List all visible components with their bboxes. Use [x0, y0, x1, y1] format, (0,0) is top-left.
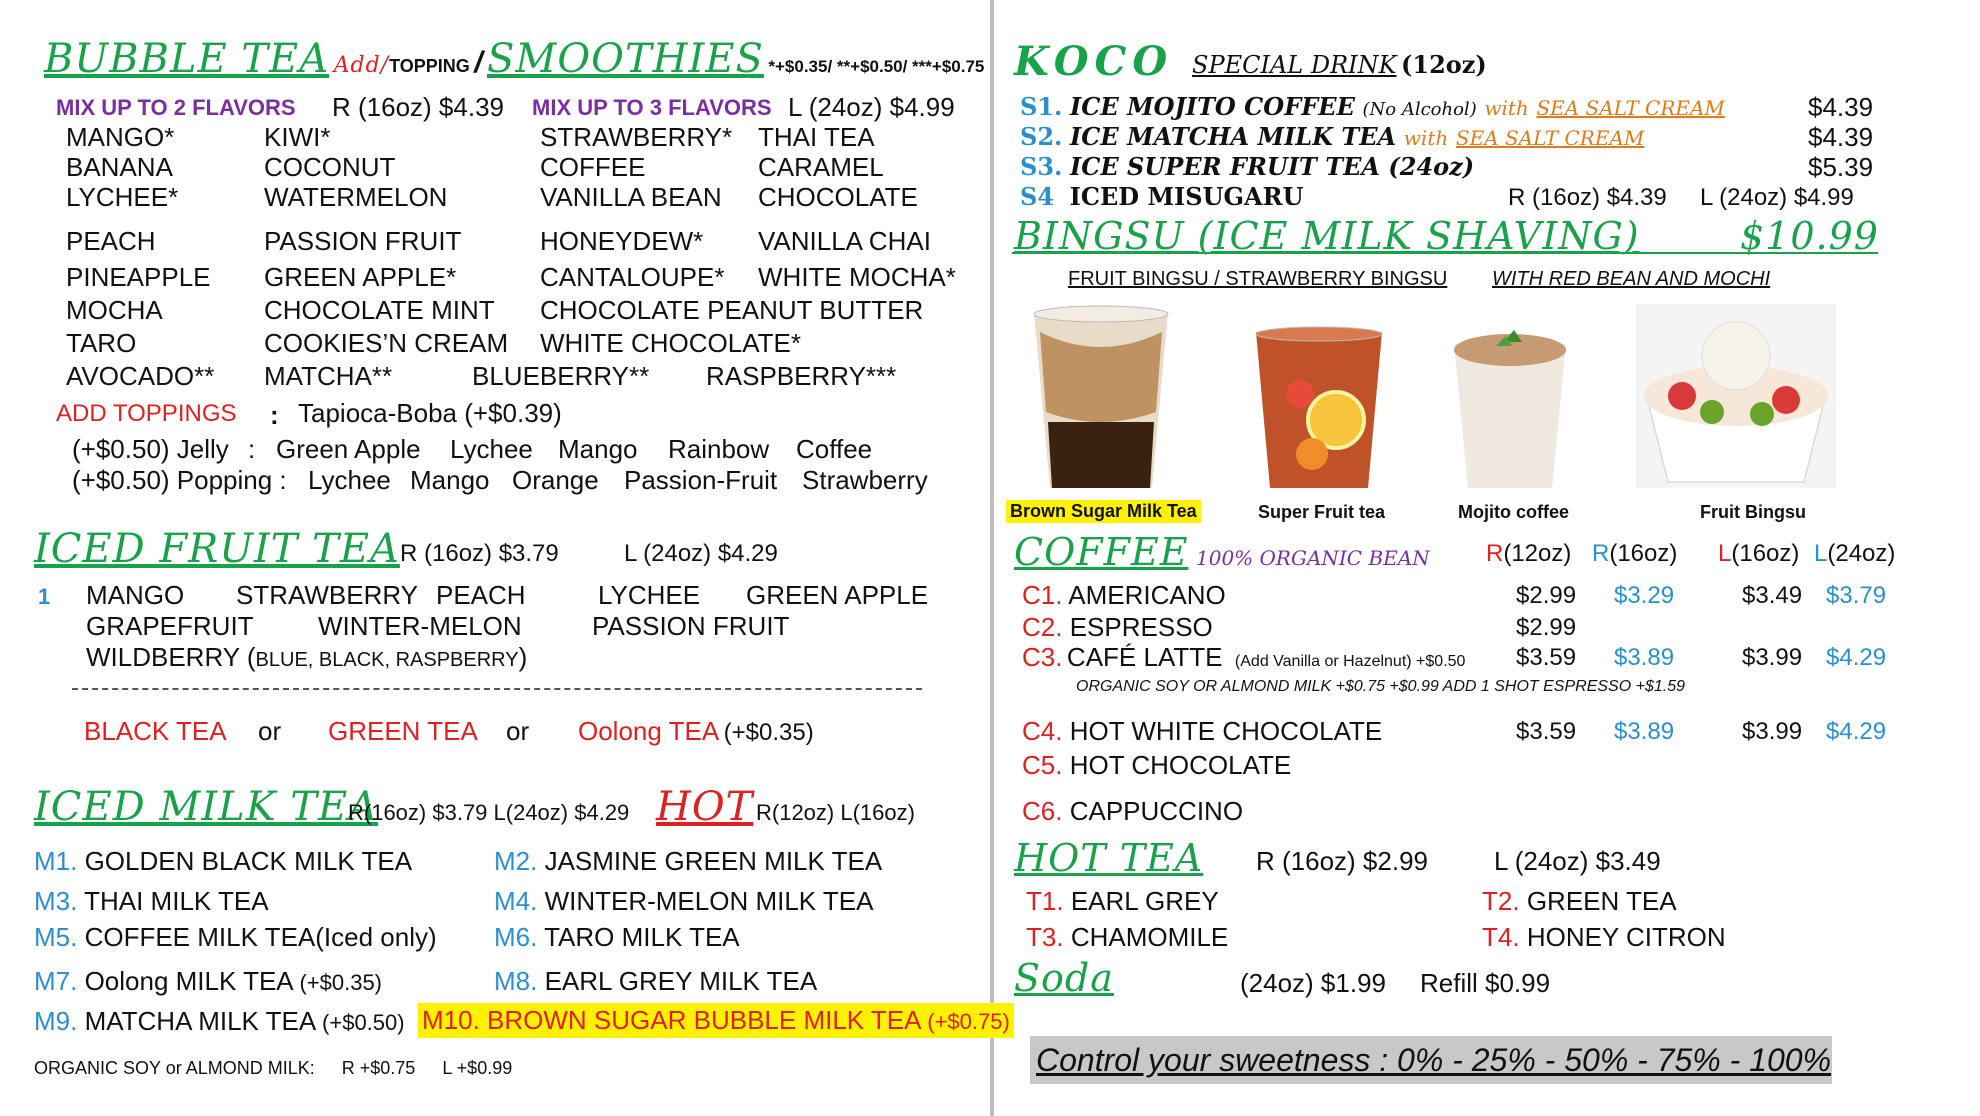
jelly-label: (+$0.50) Jelly [72, 434, 229, 464]
item-name: CHAMOMILE [1070, 922, 1229, 952]
item-code: S1. [1020, 92, 1063, 121]
add-label: Add/ [333, 53, 390, 78]
milk-tea-item [34, 886, 269, 917]
item-code: M5. [34, 922, 78, 952]
coffee-price: $3.59 [1516, 718, 1577, 745]
special-drink-label: SPECIAL DRINK [1192, 51, 1397, 79]
iced-fruit-tea-title: ICED FRUIT TEA [34, 526, 400, 572]
fruit-flavor: WINTER-MELON [318, 611, 522, 641]
wildberry-close: ) [518, 642, 528, 672]
milk-tea-item [34, 966, 382, 997]
flavor: PINEAPPLE [66, 262, 211, 292]
special-item [1020, 92, 1725, 121]
soda-title: Soda [1014, 956, 1114, 1000]
flavor: MOCHA [66, 295, 163, 325]
surcharge-legend: *+$0.35/ **+$0.50/ ***+$0.75 [768, 57, 985, 76]
flavor: GREEN APPLE* [264, 262, 457, 292]
wildberry-item [86, 642, 527, 673]
topping-label: TOPPING [389, 56, 470, 76]
mix-3-label: MIX UP TO 3 FLAVORS [532, 95, 772, 120]
misugaru-regular-price: R (16oz) $4.39 [1508, 184, 1667, 211]
bingsu-addons: WITH RED BEAN AND MOCHI [1492, 268, 1771, 290]
bingsu-underline [1012, 252, 1878, 254]
title-slash: / [474, 46, 483, 79]
special-item [1020, 122, 1644, 151]
hot-tea-large-price: L (24oz) $3.49 [1494, 846, 1661, 876]
wildberry-name: WILDBERRY ( [86, 642, 256, 672]
item-with: with [1484, 96, 1529, 120]
jelly-item: Lychee [450, 434, 533, 464]
jelly-item: Mango [558, 434, 638, 464]
coffee-size-header [1486, 540, 1571, 568]
flavor: COFFEE [540, 152, 646, 182]
dashed-separator [72, 688, 922, 690]
item-code: C5. [1022, 750, 1063, 780]
or-label: or [258, 716, 282, 746]
flavor: CHOCOLATE [758, 182, 918, 212]
item-name: GOLDEN BLACK MILK TEA [84, 846, 413, 876]
milk-tea-item [34, 1006, 405, 1037]
fruit-flavor: STRAWBERRY [236, 580, 419, 610]
flavor: BLUEBERRY** [472, 361, 650, 391]
organic-milk-note [34, 1058, 512, 1079]
iced-milk-tea-title: ICED MILK TEA [34, 784, 379, 830]
item-name: HOT CHOCOLATE [1069, 750, 1292, 780]
koco-title: KOCO [1014, 38, 1174, 85]
hot-tea-regular-price: R (16oz) $2.99 [1256, 846, 1428, 876]
size-letter: L [1814, 540, 1828, 567]
item-code: M3. [34, 886, 78, 916]
toppings-colon: : [270, 400, 279, 430]
coffee-item [1022, 580, 1226, 611]
fruit-flavor: MANGO [86, 580, 185, 610]
milk-tea-item [34, 922, 437, 953]
hot-milk-tea-title: HOT [656, 784, 754, 830]
popping-item: Mango [410, 465, 490, 495]
size-oz: (16oz) [1731, 540, 1800, 567]
bubble-tea-title: BUBBLE TEA [44, 36, 330, 82]
organic-milk-label: ORGANIC SOY or ALMOND MILK: [34, 1058, 315, 1078]
size-oz: (12oz) [1503, 540, 1572, 567]
milk-tea-item-featured [418, 1003, 1014, 1038]
flavor: MATCHA** [264, 361, 393, 391]
item-code: S2. [1020, 122, 1063, 151]
item-code: M9. [34, 1006, 78, 1036]
coffee-price: $4.29 [1826, 644, 1887, 671]
item-name: ICE MOJITO COFFEE [1070, 92, 1355, 121]
bingsu-price: $10.99 [1740, 214, 1879, 258]
hot-tea-item [1026, 922, 1228, 953]
coffee-price: $3.79 [1826, 582, 1887, 609]
item-code: M1. [34, 846, 78, 876]
fruit-flavor: PASSION FRUIT [592, 611, 790, 641]
hot-tea-item [1482, 886, 1677, 917]
brown-sugar-milk-tea-photo [1030, 302, 1172, 492]
item-code: M10. [422, 1005, 480, 1035]
flavor: TARO [66, 328, 137, 358]
item-name: HOT WHITE CHOCOLATE [1069, 716, 1383, 746]
soda-refill: Refill $0.99 [1420, 968, 1551, 998]
item-code: C2. [1022, 612, 1063, 642]
organic-bean-label: 100% ORGANIC BEAN [1196, 546, 1430, 570]
coffee-item [1022, 716, 1382, 747]
item-code: C6. [1022, 796, 1063, 826]
jelly-item: Rainbow [668, 434, 770, 464]
coffee-price: $4.29 [1826, 718, 1887, 745]
item-name: JASMINE GREEN MILK TEA [544, 846, 883, 876]
item-name: ICE SUPER FRUIT TEA (24oz) [1070, 152, 1475, 181]
flavor: VANILLA BEAN [540, 182, 722, 212]
coffee-item [1022, 796, 1243, 827]
coffee-price: $3.99 [1742, 718, 1803, 745]
fruit-tea-large-price: L (24oz) $4.29 [624, 540, 778, 567]
flavor: WHITE CHOCOLATE* [540, 328, 801, 358]
photo-caption: Super Fruit tea [1258, 502, 1386, 522]
milk-tea-item [494, 922, 740, 953]
smoothies-title: SMOOTHIES [487, 36, 764, 82]
flavor: KIWI* [264, 122, 331, 152]
item-code: T1. [1026, 886, 1064, 916]
item-code: M8. [494, 966, 538, 996]
flavor: MANGO* [66, 122, 175, 152]
coffee-price: $3.89 [1614, 644, 1675, 671]
item-name: ICED MISUGARU [1069, 182, 1304, 211]
item-name: CAFÉ LATTE [1066, 642, 1223, 672]
coffee-item [1022, 612, 1213, 643]
flavor: CHOCOLATE PEANUT BUTTER [540, 295, 924, 325]
item-surcharge: (+$0.50) [322, 1010, 405, 1035]
bubble-large-price: L (24oz) $4.99 [788, 92, 955, 122]
photo-caption: Mojito coffee [1458, 502, 1569, 522]
item-code: C4. [1022, 716, 1063, 746]
jelly-item: Green Apple [276, 434, 421, 464]
special-price: $4.39 [1808, 122, 1874, 152]
tapioca-topping: Tapioca-Boba (+$0.39) [298, 398, 562, 428]
flavor: AVOCADO** [66, 361, 215, 391]
hot-tea-item [1026, 886, 1219, 917]
hot-milk-tea-prices: R(12oz) L(16oz) [756, 800, 915, 825]
item-surcharge: (+$0.35) [299, 970, 383, 995]
flavor: WHITE MOCHA* [758, 262, 956, 292]
coffee-item [1022, 642, 1465, 673]
size-oz: (24oz) [1827, 540, 1896, 567]
fruit-flavor: LYCHEE [598, 580, 701, 610]
flavor: WATERMELON [264, 182, 448, 212]
mix-2-label: MIX UP TO 2 FLAVORS [56, 95, 296, 120]
flavor: HONEYDEW* [540, 226, 704, 256]
center-divider [990, 0, 994, 1116]
bingsu-title: BINGSU (ICE MILK SHAVING) [1014, 214, 1640, 258]
item-name: EARL GREY MILK TEA [544, 966, 818, 996]
item-name: Oolong MILK TEA [84, 966, 293, 996]
green-tea-base: GREEN TEA [328, 716, 478, 746]
sweetness-text: Control your sweetness : 0% - 25% - 50% - 75% - 100% [1036, 1042, 1832, 1078]
add-toppings-label: ADD TOPPINGS [56, 400, 237, 427]
flavor: CANTALOUPE* [540, 262, 725, 292]
size-letter: R [1486, 540, 1504, 567]
popping-item: Lychee [308, 465, 391, 495]
coffee-price: $2.99 [1516, 614, 1577, 641]
flavor: COOKIES’N CREAM [264, 328, 509, 358]
oolong-tea-name: Oolong TEA [578, 716, 720, 746]
black-tea-base: BLACK TEA [84, 716, 227, 746]
oolong-surcharge: (+$0.35) [723, 719, 814, 746]
coffee-price: $3.59 [1516, 644, 1577, 671]
coffee-size-header [1814, 540, 1895, 568]
item-code: M7. [34, 966, 78, 996]
milk-tea-prices: R(16oz) $3.79 L(24oz) $4.29 [348, 800, 630, 825]
milk-tea-item [34, 846, 412, 877]
item-name: EARL GREY [1070, 886, 1219, 916]
jelly-colon: : [248, 434, 256, 464]
milk-tea-item [494, 846, 882, 877]
size-letter: L [1718, 540, 1732, 567]
item-code: M4. [494, 886, 538, 916]
item-code: M6. [494, 922, 538, 952]
flavor: LYCHEE* [66, 182, 179, 212]
hot-tea-item [1482, 922, 1726, 953]
item-code: T3. [1026, 922, 1064, 952]
item-name: MATCHA MILK TEA [84, 1006, 315, 1036]
fruit-tea-number: 1 [38, 584, 51, 609]
item-cream: SEA SALT CREAM [1455, 126, 1645, 150]
item-name: COFFEE MILK TEA(Iced only) [84, 922, 437, 952]
item-surcharge: (+$0.75) [927, 1009, 1010, 1034]
wildberry-varieties: BLUE, BLACK, RASPBERRY [255, 649, 519, 671]
flavor: PASSION FRUIT [264, 226, 462, 256]
fruit-tea-regular-price: R (16oz) $3.79 [400, 540, 559, 567]
item-cream: SEA SALT CREAM [1536, 96, 1725, 120]
item-code: T4. [1482, 922, 1520, 952]
or-label: or [506, 716, 530, 746]
special-drink-size: (12oz) [1401, 50, 1487, 79]
popping-item: Strawberry [802, 465, 928, 495]
size-oz: (16oz) [1609, 540, 1678, 567]
flavor: BANANA [66, 152, 173, 182]
item-code: S4 [1020, 182, 1055, 211]
bubble-regular-price: R (16oz) $4.39 [332, 92, 504, 122]
size-letter: R [1592, 540, 1610, 567]
fruit-flavor: PEACH [436, 580, 526, 610]
flavor: THAI TEA [758, 122, 875, 152]
coffee-title: COFFEE [1014, 530, 1189, 574]
coffee-organic-note: ORGANIC SOY OR ALMOND MILK +$0.75 +$0.99 ADD 1 SHOT ESPRESSO +$1.59 [1076, 678, 1685, 695]
item-name: ICE MATCHA MILK TEA [1070, 122, 1397, 151]
special-price: $5.39 [1808, 152, 1874, 182]
coffee-price: $2.99 [1516, 582, 1577, 609]
item-note: (Add Vanilla or Hazelnut) +$0.50 [1234, 653, 1466, 670]
item-name: HONEY CITRON [1526, 922, 1726, 952]
item-code: T2. [1482, 886, 1520, 916]
flavor: STRAWBERRY* [540, 122, 733, 152]
item-name: TARO MILK TEA [544, 922, 740, 952]
fruit-flavor: GREEN APPLE [746, 580, 929, 610]
coffee-item [1022, 750, 1291, 781]
flavor: COCONUT [264, 152, 396, 182]
item-with: with [1403, 126, 1449, 150]
item-note: (No Alcohol) [1362, 99, 1477, 120]
item-name: ESPRESSO [1069, 612, 1213, 642]
flavor: PEACH [66, 226, 156, 256]
item-name: WINTER-MELON MILK TEA [544, 886, 874, 916]
photo-caption: Fruit Bingsu [1700, 502, 1806, 522]
item-name: CAPPUCCINO [1069, 796, 1244, 826]
popping-label: (+$0.50) Popping : [72, 465, 287, 495]
item-name: THAI MILK TEA [84, 886, 269, 916]
jelly-item: Coffee [796, 434, 873, 464]
oolong-base [578, 716, 814, 747]
coffee-price: $3.29 [1614, 582, 1675, 609]
item-code: S3. [1020, 152, 1063, 181]
special-item [1020, 182, 1304, 211]
fruit-bingsu-photo [1636, 304, 1836, 488]
flavor: VANILLA CHAI [758, 226, 931, 256]
special-price: $4.39 [1808, 92, 1874, 122]
soda-price: (24oz) $1.99 [1240, 968, 1386, 998]
coffee-price: $3.49 [1742, 582, 1803, 609]
photo-caption: Brown Sugar Milk Tea [1006, 500, 1201, 523]
misugaru-large-price: L (24oz) $4.99 [1700, 184, 1854, 211]
item-name: BROWN SUGAR BUBBLE MILK TEA [487, 1005, 921, 1035]
organic-milk-l: L +$0.99 [442, 1058, 513, 1078]
super-fruit-tea-photo [1252, 324, 1386, 492]
flavor: RASPBERRY*** [706, 361, 897, 391]
mojito-coffee-photo [1448, 324, 1572, 492]
bubble-header [44, 36, 984, 82]
item-code: M2. [494, 846, 538, 876]
coffee-price: $3.99 [1742, 644, 1803, 671]
coffee-price: $3.89 [1614, 718, 1675, 745]
item-code: C3. [1022, 642, 1063, 672]
milk-tea-item [494, 966, 817, 997]
item-name: GREEN TEA [1526, 886, 1677, 916]
coffee-size-header [1592, 540, 1677, 568]
coffee-size-header [1718, 540, 1799, 568]
item-name: AMERICANO [1068, 580, 1226, 610]
special-item [1020, 152, 1474, 181]
item-code: C1. [1022, 580, 1063, 610]
bingsu-subtitle: FRUIT BINGSU / STRAWBERRY BINGSU [1068, 268, 1448, 290]
milk-tea-item [494, 886, 873, 917]
fruit-flavor: GRAPEFRUIT [86, 611, 254, 641]
special-drink-header [1192, 50, 1487, 79]
flavor: CARAMEL [758, 152, 884, 182]
hot-tea-title: HOT TEA [1014, 836, 1204, 880]
organic-milk-r: R +$0.75 [341, 1058, 416, 1078]
popping-item: Orange [512, 465, 599, 495]
flavor: CHOCOLATE MINT [264, 295, 495, 325]
popping-item: Passion-Fruit [624, 465, 778, 495]
